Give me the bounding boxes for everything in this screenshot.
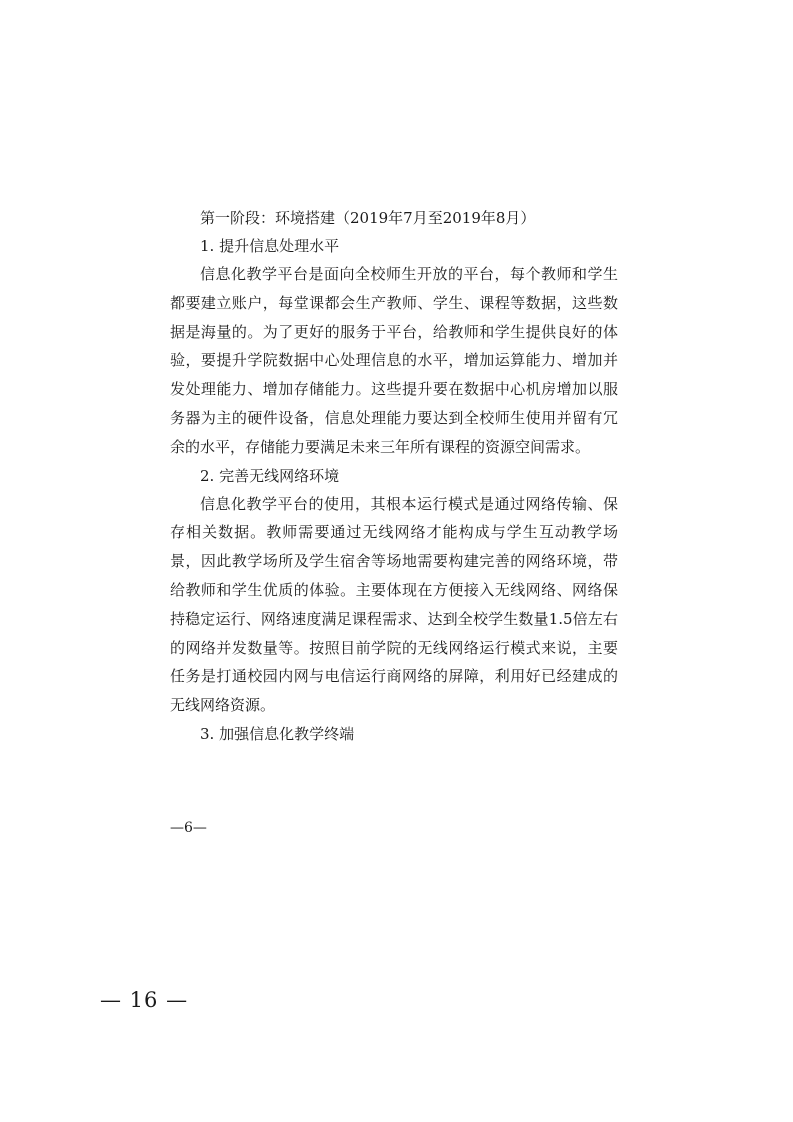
stage-heading: 第一阶段：环境搭建（2019年7月至2019年8月）: [200, 209, 536, 227]
document-body: [170, 204, 618, 748]
section-3-heading: 3. 加强信息化教学终端: [200, 724, 355, 743]
section-2-paragraph: 信息化教学平台的使用，其根本运行模式是通过网络传输、保存相关数据。教师需要通过无线网络才能构成与学生互动教学场景，因此教学场所及学生宿舍等场地需要构建完善的网络环境，带给教师和学生优质的体验。主要体现在方便接入无线网络、网络保持稳定运行、网络速度满足课程需求、达到全校学生数量1.5倍左右的网络并发数量等。按照目前学院的无线网络运行模式来说，主要任务是打通校园内网与电信运行商网络的屏障，利用好已经建成的无线网络资源。: [170, 494, 618, 715]
section-2-heading: 2. 完善无线网络环境: [200, 466, 340, 485]
outer-page-number: — 16 —: [100, 988, 189, 1012]
section-1-heading: 1. 提升信息处理水平: [200, 237, 340, 255]
section-1-paragraph: 信息化教学平台是面向全校师生开放的平台，每个教师和学生都要建立账户，每堂课都会生产教师、学生、课程等数据，这些数据是海量的。为了更好的服务于平台，给教师和学生提供良好的体验，要提升学院数据中心处理信息的水平，增加运算能力、增加并发处理能力、增加存储能力。这些提升要在数据中心机房增加以服务器为主的硬件设备，信息处理能力要达到全校师生使用并留有冗余的水平，存储能力要满足未来三年所有课程的资源空间需求。: [170, 265, 618, 456]
inner-page-number: —6—: [170, 820, 207, 836]
